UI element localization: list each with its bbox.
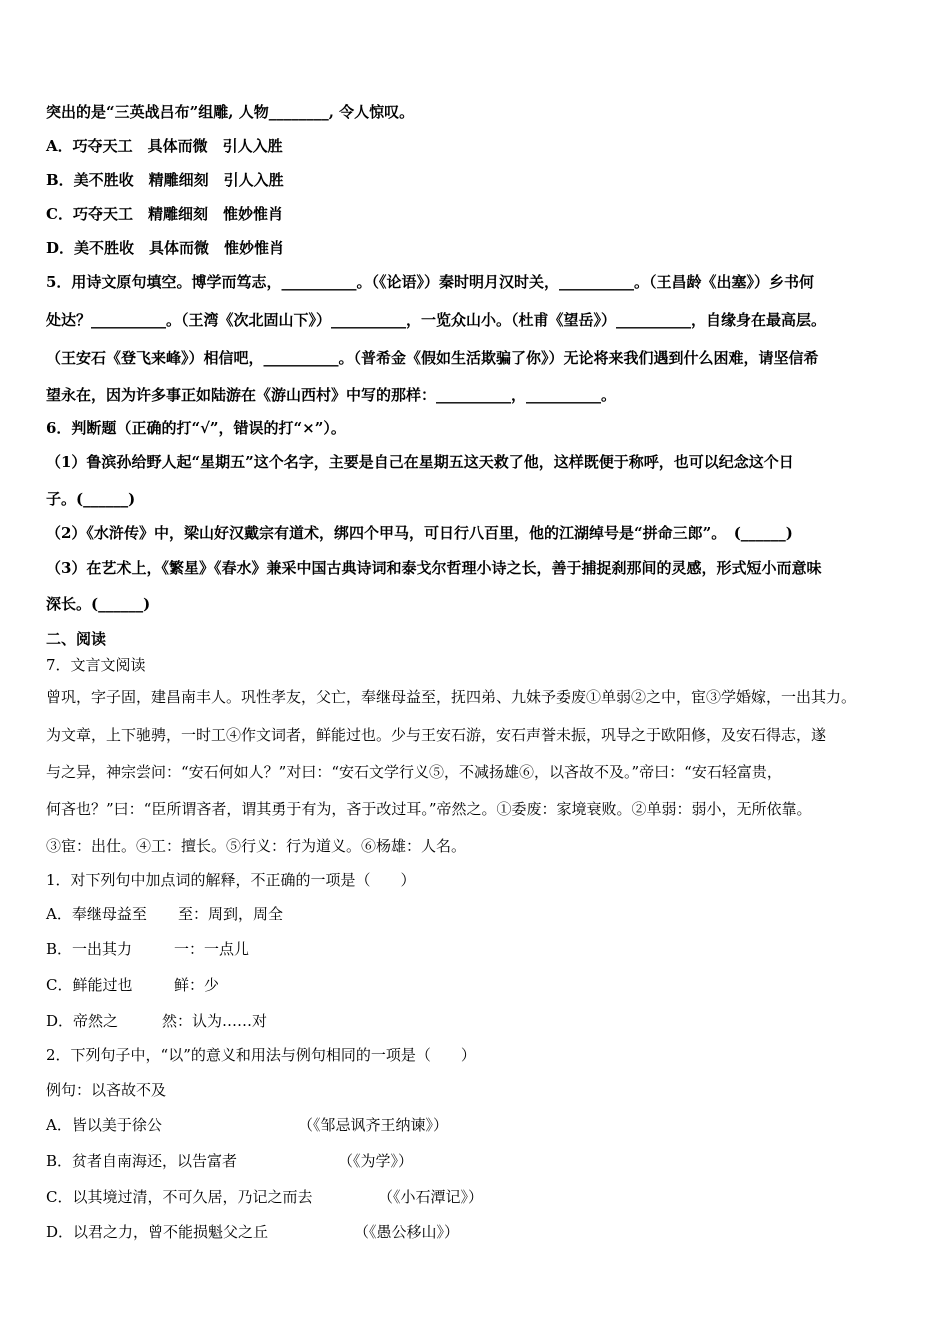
option-sentence: B．贫者自南海还，以告富者 [46, 1152, 238, 1170]
q7-1-stem: 1．对下列句中加点词的解释，不正确的一项是（ ） [46, 871, 416, 889]
q4-option-a: A．巧夺天工 具体而微 引人入胜 [46, 137, 283, 155]
q4-option-b: B．美不胜收 精雕细刻 引人入胜 [46, 171, 284, 189]
q7-2-option-d [46, 1222, 459, 1242]
q7-2-example: 例句：以吝故不及 [46, 1081, 167, 1099]
text-line-fill-blank-end: 突出的是“三英战吕布”组雕, 人物________, 令人惊叹。 [46, 103, 415, 121]
option-source: （《小石潭记》） [378, 1188, 484, 1206]
q6-item-3-line-2: 深长。(______) [46, 595, 151, 613]
option-gloss: 鲜：少 [174, 976, 220, 994]
q7-2-option-a [46, 1115, 448, 1135]
option-sentence: D．以君之力，曾不能损魁父之丘 [46, 1223, 269, 1241]
option-gloss: 一：一点儿 [174, 940, 250, 958]
passage-line-1: 曾巩，字子固，建昌南丰人。巩性孝友，父亡，奉继母益至，抚四弟、九妹予委废①单弱②之中，宦③学婚嫁，一出其力。 [46, 688, 857, 706]
q7-1-option-a [46, 904, 283, 924]
passage-line-4: 何吝也？”曰：“臣所谓吝者，谓其勇于有为，吝于改过耳。”帝然之。①委废：家境衰败。②单弱：弱小，无所依靠。 [46, 800, 812, 818]
option-sentence: A．皆以美于徐公 [46, 1116, 162, 1134]
option-source: （《为学》） [338, 1152, 414, 1170]
q5-line-1: 5．用诗文原句填空。博学而笃志，__________。（《论语》）秦时明月汉时关，__________。（王昌龄《出塞》）乡书何 [46, 273, 814, 291]
q6-item-1-line-1: （1）鲁滨孙给野人起“星期五”这个名字，主要是自己在星期五这天救了他，这样既便于称呼，也可以纪念这个日 [46, 453, 794, 471]
q6-item-2: （2）《水浒传》中，梁山好汉戴宗有道术，绑四个甲马，可日行八百里，他的江湖绰号是“拼命三郎”。 (______) [46, 524, 793, 542]
q4-option-c: C．巧夺天工 精雕细刻 惟妙惟肖 [46, 205, 283, 223]
q5-line-3: （王安石《登飞来峰》）相信吧，__________。（普希金《假如生活欺骗了你》）无论将来我们遇到什么困难，请坚信希 [46, 349, 819, 367]
q7-1-option-b [46, 939, 249, 959]
q5-line-2: 处达？__________。（王湾《次北固山下》）__________，一览众山小。（杜甫《望岳》）__________，自缘身在最高层。 [46, 311, 827, 329]
q7-title: 7．文言文阅读 [46, 656, 146, 674]
q7-1-option-d [46, 1011, 267, 1031]
q7-2-stem: 2．下列句子中，“以”的意义和用法与例句相同的一项是（ ） [46, 1046, 476, 1064]
q7-2-option-c [46, 1187, 483, 1207]
option-sentence: C．以其境过清，不可久居，乃记之而去 [46, 1188, 313, 1206]
option-gloss: 至：周到，周全 [178, 905, 284, 923]
passage-line-5: ③宦：出仕。④工：擅长。⑤行义：行为道义。⑥杨雄：人名。 [46, 837, 467, 855]
q5-line-4: 望永在，因为许多事正如陆游在《游山西村》中写的那样：__________，__________。 [46, 386, 617, 404]
q7-2-option-b [46, 1151, 413, 1171]
option-sentence: A．奉继母益至 [46, 905, 147, 923]
option-source: （《邹忌讽齐王纳谏》） [298, 1116, 449, 1134]
q6-title: 6．判断题（正确的打“√”，错误的打“×”）。 [46, 419, 346, 437]
q6-item-3-line-1: （3）在艺术上，《繁星》《春水》兼采中国古典诗词和泰戈尔哲理小诗之长，善于捕捉刹那间的灵感，形式短小而意味 [46, 559, 822, 577]
section-heading-reading: 二、阅读 [46, 630, 107, 648]
passage-line-3: 与之异，神宗尝问：“安石何如人？”对曰：“安石文学行义⑤，不减扬雄⑥，以吝故不及。”帝曰：“安石轻富贵， [46, 763, 782, 781]
passage-line-2: 为文章，上下驰骋，一时工④作文词者，鲜能过也。少与王安石游，安石声誉未振，巩导之于欧阳修，及安石得志，遂 [46, 726, 827, 744]
q7-1-option-c [46, 975, 219, 995]
option-source: （《愚公移山》） [354, 1223, 460, 1241]
option-sentence: D．帝然之 [46, 1012, 119, 1030]
q4-option-d: D．美不胜收 具体而微 惟妙惟肖 [46, 239, 285, 257]
option-gloss: 然：认为……对 [162, 1012, 268, 1030]
option-sentence: C．鲜能过也 [46, 976, 133, 994]
q6-item-1-line-2: 子。(______) [46, 490, 136, 508]
option-sentence: B．一出其力 [46, 940, 133, 958]
